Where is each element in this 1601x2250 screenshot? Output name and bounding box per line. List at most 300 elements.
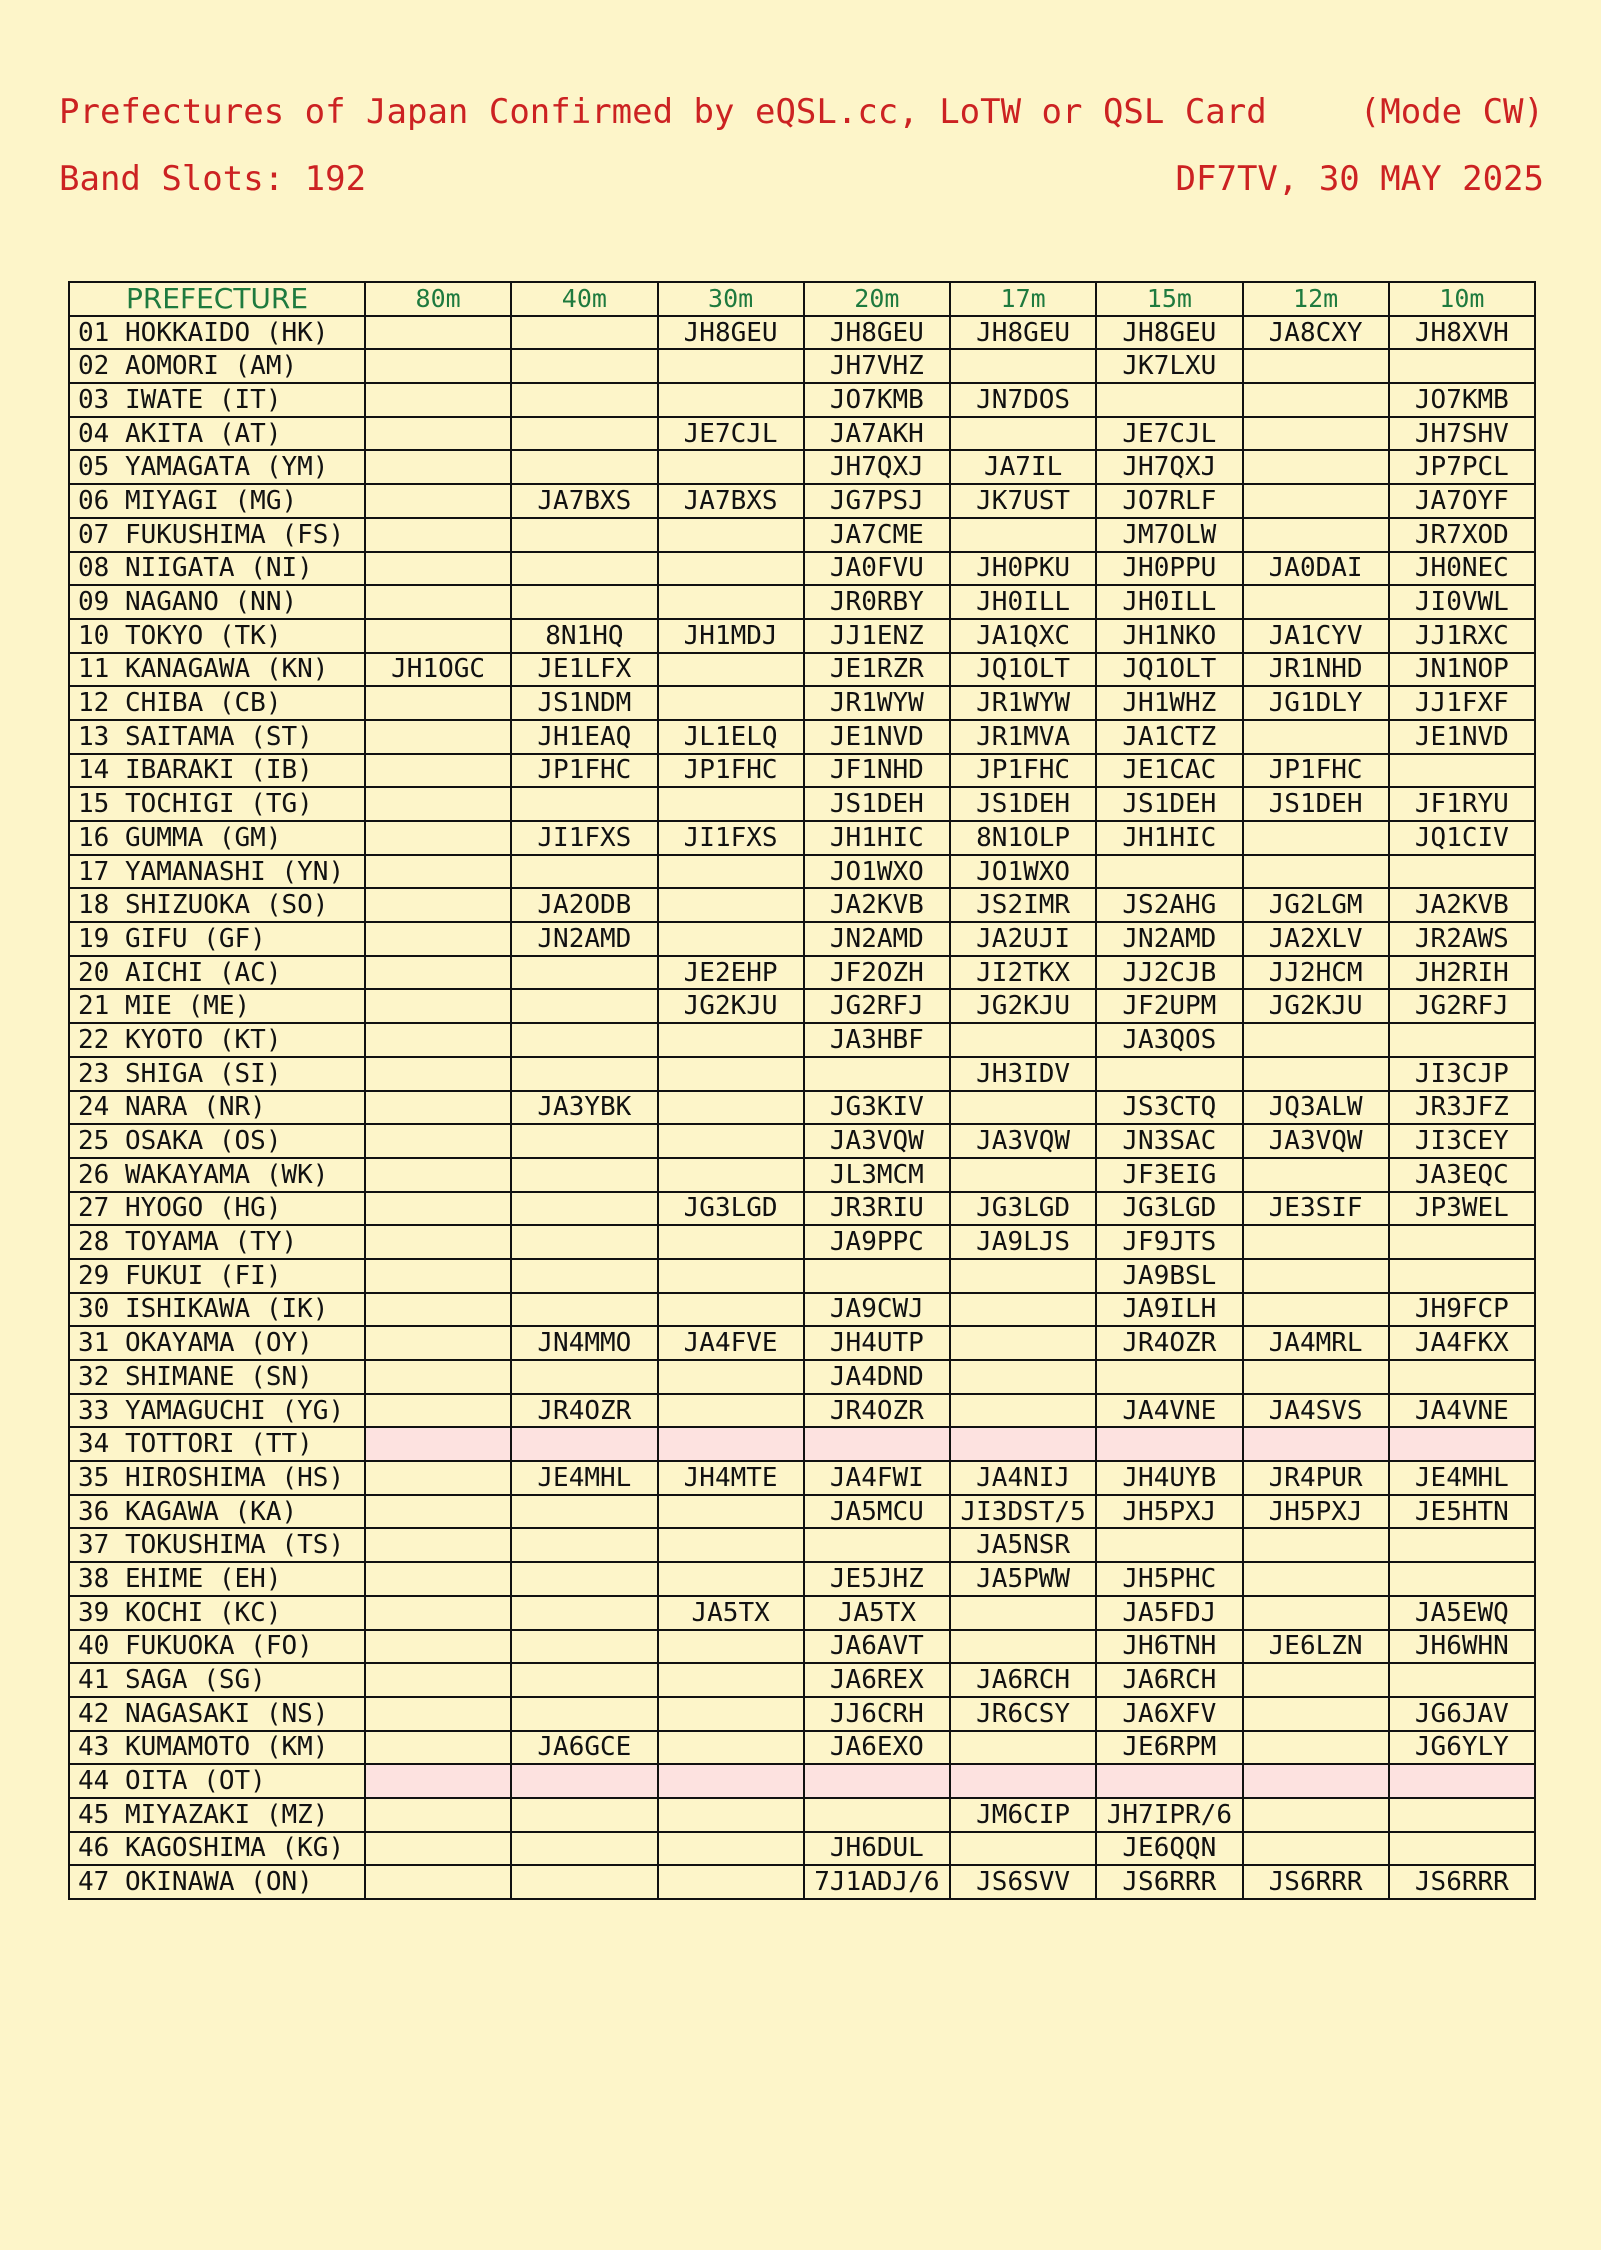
- callsign-cell: JO7KMB: [804, 383, 950, 417]
- callsign-cell: JA7BXS: [658, 484, 804, 518]
- table-row: [69, 1091, 1535, 1125]
- callsign-cell: [1243, 1731, 1389, 1765]
- prefecture-name: 43 KUMAMOTO (KM): [69, 1731, 365, 1765]
- callsign-cell: JR7XOD: [1389, 518, 1535, 552]
- callsign-cell: [1243, 1057, 1389, 1091]
- callsign-cell: JE7CJL: [658, 417, 804, 451]
- callsign-cell: JR1MVA: [950, 720, 1096, 754]
- callsign-cell: JF2UPM: [1096, 989, 1242, 1023]
- table-row: [69, 1495, 1535, 1529]
- callsign-cell: JA9LJS: [950, 1225, 1096, 1259]
- callsign-cell: [365, 720, 511, 754]
- callsign-cell: JA6RCH: [1096, 1663, 1242, 1697]
- prefecture-name: 34 TOTTORI (TT): [69, 1427, 365, 1461]
- callsign-cell: JA2KVB: [1389, 888, 1535, 922]
- callsign-cell: JA6REX: [804, 1663, 950, 1697]
- callsign-cell: [365, 1832, 511, 1866]
- callsign-cell: [1096, 1528, 1242, 1562]
- callsign-cell: [365, 1192, 511, 1226]
- callsign-cell: [511, 956, 657, 990]
- table-row: [69, 1293, 1535, 1327]
- callsign-cell: JA5TX: [658, 1596, 804, 1630]
- callsign-cell: JA4FKX: [1389, 1326, 1535, 1360]
- callsign-cell: JG2KJU: [658, 989, 804, 1023]
- callsign-cell: [950, 349, 1096, 383]
- prefecture-name: 32 SHIMANE (SN): [69, 1360, 365, 1394]
- table-body: [69, 316, 1535, 1899]
- prefecture-name: 02 AOMORI (AM): [69, 349, 365, 383]
- callsign-cell: [511, 383, 657, 417]
- table-row: [69, 821, 1535, 855]
- callsign-cell: [658, 1158, 804, 1192]
- table-row: [69, 1596, 1535, 1630]
- table-row: [69, 1225, 1535, 1259]
- callsign-cell: JE5HTN: [1389, 1495, 1535, 1529]
- callsign-cell: [1243, 1225, 1389, 1259]
- callsign-cell: [1389, 855, 1535, 889]
- callsign-cell: [804, 1798, 950, 1832]
- prefecture-name: 17 YAMANASHI (YN): [69, 855, 365, 889]
- callsign-cell: JA7BXS: [511, 484, 657, 518]
- prefecture-table: [68, 281, 1536, 1900]
- callsign-cell: [365, 1158, 511, 1192]
- callsign-cell: JI0VWL: [1389, 585, 1535, 619]
- callsign-cell: [1389, 1360, 1535, 1394]
- callsign-cell: [658, 1023, 804, 1057]
- callsign-cell: [658, 1528, 804, 1562]
- callsign-cell: JM6CIP: [950, 1798, 1096, 1832]
- callsign-cell: [1243, 450, 1389, 484]
- callsign-cell: [658, 1360, 804, 1394]
- callsign-cell: JR2AWS: [1389, 922, 1535, 956]
- prefecture-name: 08 NIIGATA (NI): [69, 552, 365, 586]
- callsign-cell: JE5JHZ: [804, 1562, 950, 1596]
- callsign-cell: JA5FDJ: [1096, 1596, 1242, 1630]
- callsign-cell: [365, 1427, 511, 1461]
- callsign-cell: [511, 1596, 657, 1630]
- table-row: [69, 1764, 1535, 1798]
- callsign-cell: JH8GEU: [950, 316, 1096, 350]
- callsign-cell: [511, 787, 657, 821]
- callsign-cell: [1243, 1798, 1389, 1832]
- callsign-cell: [365, 484, 511, 518]
- table-row: [69, 956, 1535, 990]
- callsign-cell: JH0PKU: [950, 552, 1096, 586]
- prefecture-name: 37 TOKUSHIMA (TS): [69, 1528, 365, 1562]
- prefecture-name: 26 WAKAYAMA (WK): [69, 1158, 365, 1192]
- prefecture-name: 14 IBARAKI (IB): [69, 754, 365, 788]
- callsign-cell: JI3CEY: [1389, 1124, 1535, 1158]
- table-row: [69, 1158, 1535, 1192]
- callsign-cell: JH8GEU: [804, 316, 950, 350]
- prefecture-name: 07 FUKUSHIMA (FS): [69, 518, 365, 552]
- callsign-cell: [1389, 1023, 1535, 1057]
- callsign-cell: JN2AMD: [804, 922, 950, 956]
- callsign-cell: JH6TNH: [1096, 1630, 1242, 1664]
- callsign-cell: [658, 855, 804, 889]
- prefecture-name: 40 FUKUOKA (FO): [69, 1630, 365, 1664]
- table-row: [69, 1023, 1535, 1057]
- band-slots-label: Band Slots: 192: [59, 159, 367, 199]
- column-header-prefecture: PREFECTURE: [69, 282, 365, 316]
- table-row: [69, 922, 1535, 956]
- callsign-cell: [511, 450, 657, 484]
- callsign-cell: JE4MHL: [511, 1461, 657, 1495]
- callsign-cell: JH0ILL: [1096, 585, 1242, 619]
- callsign-cell: [511, 518, 657, 552]
- callsign-cell: [658, 1798, 804, 1832]
- callsign-cell: [804, 1528, 950, 1562]
- callsign-cell: [511, 1865, 657, 1899]
- callsign-cell: [658, 1663, 804, 1697]
- callsign-cell: JI3DST/5: [950, 1495, 1096, 1529]
- prefecture-name: 11 KANAGAWA (KN): [69, 653, 365, 687]
- prefecture-name: 06 MIYAGI (MG): [69, 484, 365, 518]
- callsign-cell: JR1WYW: [804, 686, 950, 720]
- callsign-cell: JH7VHZ: [804, 349, 950, 383]
- callsign-cell: [365, 1394, 511, 1428]
- callsign-cell: JP3WEL: [1389, 1192, 1535, 1226]
- callsign-cell: JF2OZH: [804, 956, 950, 990]
- header-row: [69, 282, 1535, 316]
- column-header-10m: 10m: [1389, 282, 1535, 316]
- callsign-cell: JA3HBF: [804, 1023, 950, 1057]
- callsign-cell: [511, 1192, 657, 1226]
- callsign-cell: [950, 417, 1096, 451]
- table-row: [69, 855, 1535, 889]
- table-row: [69, 1798, 1535, 1832]
- callsign-cell: JP1FHC: [658, 754, 804, 788]
- table-row: [69, 417, 1535, 451]
- callsign-cell: JH1NKO: [1096, 619, 1242, 653]
- callsign-cell: JA1QXC: [950, 619, 1096, 653]
- callsign-cell: [511, 1427, 657, 1461]
- callsign-cell: JI2TKX: [950, 956, 1096, 990]
- prefecture-name: 23 SHIGA (SI): [69, 1057, 365, 1091]
- callsign-cell: [1243, 1764, 1389, 1798]
- callsign-cell: JS1NDM: [511, 686, 657, 720]
- callsign-cell: [1389, 1259, 1535, 1293]
- callsign-cell: [365, 1225, 511, 1259]
- callsign-cell: JI1FXS: [511, 821, 657, 855]
- callsign-cell: [950, 1832, 1096, 1866]
- prefecture-name: 12 CHIBA (CB): [69, 686, 365, 720]
- table-row: [69, 1394, 1535, 1428]
- callsign-cell: JF1RYU: [1389, 787, 1535, 821]
- callsign-cell: [658, 1124, 804, 1158]
- callsign-cell: JQ1OLT: [1096, 653, 1242, 687]
- callsign-cell: [950, 1326, 1096, 1360]
- table-row: [69, 720, 1535, 754]
- callsign-cell: JS6SVV: [950, 1865, 1096, 1899]
- callsign-cell: [950, 1764, 1096, 1798]
- callsign-cell: [1389, 1798, 1535, 1832]
- callsign-cell: [658, 1259, 804, 1293]
- callsign-cell: JA7CME: [804, 518, 950, 552]
- table-row: [69, 1663, 1535, 1697]
- callsign-cell: [950, 1394, 1096, 1428]
- page-title: Prefectures of Japan Confirmed by eQSL.cc, LoTW or QSL Card: [59, 92, 1267, 132]
- callsign-cell: JH0PPU: [1096, 552, 1242, 586]
- callsign-cell: JG2RFJ: [1389, 989, 1535, 1023]
- callsign-cell: [1243, 1596, 1389, 1630]
- callsign-cell: JJ1FXF: [1389, 686, 1535, 720]
- callsign-cell: [365, 1798, 511, 1832]
- callsign-cell: [365, 316, 511, 350]
- callsign-cell: [658, 1764, 804, 1798]
- callsign-cell: JH1HIC: [804, 821, 950, 855]
- callsign-cell: [1389, 1427, 1535, 1461]
- callsign-cell: [950, 1091, 1096, 1125]
- column-header-12m: 12m: [1243, 282, 1389, 316]
- callsign-cell: JO7KMB: [1389, 383, 1535, 417]
- callsign-cell: JA7AKH: [804, 417, 950, 451]
- callsign-cell: JA5EWQ: [1389, 1596, 1535, 1630]
- callsign-cell: [804, 1057, 950, 1091]
- callsign-cell: [511, 1225, 657, 1259]
- callsign-cell: [365, 686, 511, 720]
- callsign-cell: [365, 1124, 511, 1158]
- callsign-cell: JA3YBK: [511, 1091, 657, 1125]
- prefecture-name: 01 HOKKAIDO (HK): [69, 316, 365, 350]
- callsign-cell: JR3JFZ: [1389, 1091, 1535, 1125]
- callsign-cell: [511, 1293, 657, 1327]
- callsign-cell: JS3CTQ: [1096, 1091, 1242, 1125]
- table-row: [69, 1124, 1535, 1158]
- callsign-cell: JR4PUR: [1243, 1461, 1389, 1495]
- callsign-cell: [365, 518, 511, 552]
- callsign-cell: JJ1RXC: [1389, 619, 1535, 653]
- callsign-cell: JE3SIF: [1243, 1192, 1389, 1226]
- table-row: [69, 653, 1535, 687]
- column-header-80m: 80m: [365, 282, 511, 316]
- callsign-cell: JE6RPM: [1096, 1731, 1242, 1765]
- prefecture-name: 46 KAGOSHIMA (KG): [69, 1832, 365, 1866]
- callsign-cell: [658, 1731, 804, 1765]
- callsign-cell: JA3VQW: [1243, 1124, 1389, 1158]
- callsign-cell: JA2UJI: [950, 922, 1096, 956]
- callsign-cell: [1243, 484, 1389, 518]
- callsign-cell: JA4SVS: [1243, 1394, 1389, 1428]
- callsign-cell: JR4OZR: [804, 1394, 950, 1428]
- callsign-cell: JH7SHV: [1389, 417, 1535, 451]
- column-header-17m: 17m: [950, 282, 1096, 316]
- callsign-cell: JH3IDV: [950, 1057, 1096, 1091]
- callsign-cell: JA6GCE: [511, 1731, 657, 1765]
- callsign-cell: JG2RFJ: [804, 989, 950, 1023]
- callsign-cell: [1243, 1293, 1389, 1327]
- table-row: [69, 686, 1535, 720]
- callsign-cell: [950, 1630, 1096, 1664]
- callsign-cell: [511, 1764, 657, 1798]
- callsign-cell: JG3LGD: [658, 1192, 804, 1226]
- callsign-cell: [365, 1057, 511, 1091]
- callsign-cell: [365, 989, 511, 1023]
- prefecture-name: 15 TOCHIGI (TG): [69, 787, 365, 821]
- prefecture-name: 35 HIROSHIMA (HS): [69, 1461, 365, 1495]
- callsign-cell: [1243, 855, 1389, 889]
- callsign-cell: JI1FXS: [658, 821, 804, 855]
- table-row: [69, 1326, 1535, 1360]
- callsign-cell: JH7QXJ: [1096, 450, 1242, 484]
- callsign-cell: JS6RRR: [1243, 1865, 1389, 1899]
- callsign-cell: [1096, 1057, 1242, 1091]
- callsign-cell: [1096, 383, 1242, 417]
- callsign-cell: [365, 821, 511, 855]
- callsign-cell: JA4DND: [804, 1360, 950, 1394]
- callsign-cell: [365, 956, 511, 990]
- callsign-cell: JH4UTP: [804, 1326, 950, 1360]
- callsign-cell: [511, 585, 657, 619]
- callsign-cell: JR6CSY: [950, 1697, 1096, 1731]
- callsign-cell: [511, 1528, 657, 1562]
- table-row: [69, 1057, 1535, 1091]
- callsign-cell: JO7RLF: [1096, 484, 1242, 518]
- callsign-cell: JG3LGD: [1096, 1192, 1242, 1226]
- callsign-cell: [365, 787, 511, 821]
- table-header: [69, 282, 1535, 316]
- callsign-cell: [658, 1293, 804, 1327]
- callsign-cell: [365, 1562, 511, 1596]
- callsign-cell: JG3LGD: [950, 1192, 1096, 1226]
- callsign-cell: [365, 1259, 511, 1293]
- callsign-cell: JA3QOS: [1096, 1023, 1242, 1057]
- prefecture-name: 42 NAGASAKI (NS): [69, 1697, 365, 1731]
- prefecture-name: 39 KOCHI (KC): [69, 1596, 365, 1630]
- callsign-cell: [1389, 1764, 1535, 1798]
- callsign-cell: JQ1OLT: [950, 653, 1096, 687]
- callsign-cell: JH7IPR/6: [1096, 1798, 1242, 1832]
- callsign-cell: JH1MDJ: [658, 619, 804, 653]
- callsign-cell: JH6DUL: [804, 1832, 950, 1866]
- callsign-cell: JE1CAC: [1096, 754, 1242, 788]
- callsign-cell: [511, 1023, 657, 1057]
- callsign-cell: [365, 552, 511, 586]
- callsign-cell: [365, 417, 511, 451]
- callsign-cell: [365, 922, 511, 956]
- prefecture-name: 36 KAGAWA (KA): [69, 1495, 365, 1529]
- callsign-cell: [365, 1697, 511, 1731]
- prefecture-name: 09 NAGANO (NN): [69, 585, 365, 619]
- callsign-cell: [804, 1427, 950, 1461]
- callsign-cell: JN2AMD: [1096, 922, 1242, 956]
- callsign-cell: JG2KJU: [950, 989, 1096, 1023]
- callsign-cell: JA5MCU: [804, 1495, 950, 1529]
- callsign-cell: JA2KVB: [804, 888, 950, 922]
- callsign-cell: [1243, 1158, 1389, 1192]
- callsign-cell: [658, 1495, 804, 1529]
- callsign-cell: [658, 1697, 804, 1731]
- callsign-cell: [658, 1394, 804, 1428]
- callsign-cell: [365, 619, 511, 653]
- callsign-cell: [658, 1832, 804, 1866]
- callsign-cell: [1389, 1528, 1535, 1562]
- callsign-cell: [365, 1495, 511, 1529]
- callsign-cell: JA1CTZ: [1096, 720, 1242, 754]
- callsign-cell: [511, 1158, 657, 1192]
- callsign-cell: JH7QXJ: [804, 450, 950, 484]
- callsign-cell: JA4FVE: [658, 1326, 804, 1360]
- callsign-cell: 8N1OLP: [950, 821, 1096, 855]
- prefecture-name: 16 GUMMA (GM): [69, 821, 365, 855]
- callsign-cell: [365, 1528, 511, 1562]
- callsign-cell: JO1WXO: [950, 855, 1096, 889]
- callsign-cell: JE6LZN: [1243, 1630, 1389, 1664]
- table-row: [69, 349, 1535, 383]
- callsign-cell: JH5PHC: [1096, 1562, 1242, 1596]
- callsign-cell: JI3CJP: [1389, 1057, 1535, 1091]
- prefecture-name: 18 SHIZUOKA (SO): [69, 888, 365, 922]
- callsign-cell: JS1DEH: [804, 787, 950, 821]
- callsign-cell: [950, 1731, 1096, 1765]
- table-row: [69, 484, 1535, 518]
- callsign-cell: JH8GEU: [658, 316, 804, 350]
- table-row: [69, 1360, 1535, 1394]
- column-header-40m: 40m: [511, 282, 657, 316]
- callsign-cell: JH1WHZ: [1096, 686, 1242, 720]
- table-row: [69, 552, 1535, 586]
- callsign-cell: JP1FHC: [950, 754, 1096, 788]
- callsign-cell: JA4FWI: [804, 1461, 950, 1495]
- callsign-cell: JG3KIV: [804, 1091, 950, 1125]
- callsign-cell: [1243, 720, 1389, 754]
- callsign-cell: JJ2CJB: [1096, 956, 1242, 990]
- callsign-cell: [365, 1630, 511, 1664]
- prefecture-name: 13 SAITAMA (ST): [69, 720, 365, 754]
- callsign-cell: [1243, 349, 1389, 383]
- prefecture-name: 24 NARA (NR): [69, 1091, 365, 1125]
- callsign-cell: [1389, 1663, 1535, 1697]
- callsign-cell: JH6WHN: [1389, 1630, 1535, 1664]
- callsign-cell: JH4MTE: [658, 1461, 804, 1495]
- callsign-cell: [658, 585, 804, 619]
- callsign-cell: JS2IMR: [950, 888, 1096, 922]
- callsign-cell: [511, 1697, 657, 1731]
- callsign-cell: [365, 383, 511, 417]
- callsign-cell: [658, 1225, 804, 1259]
- callsign-cell: [950, 1596, 1096, 1630]
- callsign-cell: [658, 518, 804, 552]
- prefecture-name: 05 YAMAGATA (YM): [69, 450, 365, 484]
- callsign-cell: [511, 1630, 657, 1664]
- callsign-cell: [658, 450, 804, 484]
- prefecture-name: 27 HYOGO (HG): [69, 1192, 365, 1226]
- prefecture-name: 20 AICHI (AC): [69, 956, 365, 990]
- callsign-cell: JA5PWW: [950, 1562, 1096, 1596]
- callsign-cell: [1243, 1663, 1389, 1697]
- callsign-cell: [950, 1293, 1096, 1327]
- callsign-cell: [1389, 1562, 1535, 1596]
- mode-label: (Mode CW): [1359, 92, 1544, 132]
- callsign-cell: [511, 1057, 657, 1091]
- callsign-cell: [1096, 855, 1242, 889]
- callsign-cell: JA5TX: [804, 1596, 950, 1630]
- callsign-cell: JE1NVD: [1389, 720, 1535, 754]
- callsign-cell: [511, 855, 657, 889]
- table-row: [69, 1461, 1535, 1495]
- callsign-cell: JR1WYW: [950, 686, 1096, 720]
- callsign-cell: JN7DOS: [950, 383, 1096, 417]
- prefecture-name: 03 IWATE (IT): [69, 383, 365, 417]
- callsign-cell: [511, 1495, 657, 1529]
- callsign-cell: JP1FHC: [511, 754, 657, 788]
- callsign-cell: [950, 1427, 1096, 1461]
- callsign-cell: [1243, 1697, 1389, 1731]
- callsign-cell: [658, 1057, 804, 1091]
- callsign-cell: JA1CYV: [1243, 619, 1389, 653]
- callsign-cell: JJ6CRH: [804, 1697, 950, 1731]
- callsign-cell: JG7PSJ: [804, 484, 950, 518]
